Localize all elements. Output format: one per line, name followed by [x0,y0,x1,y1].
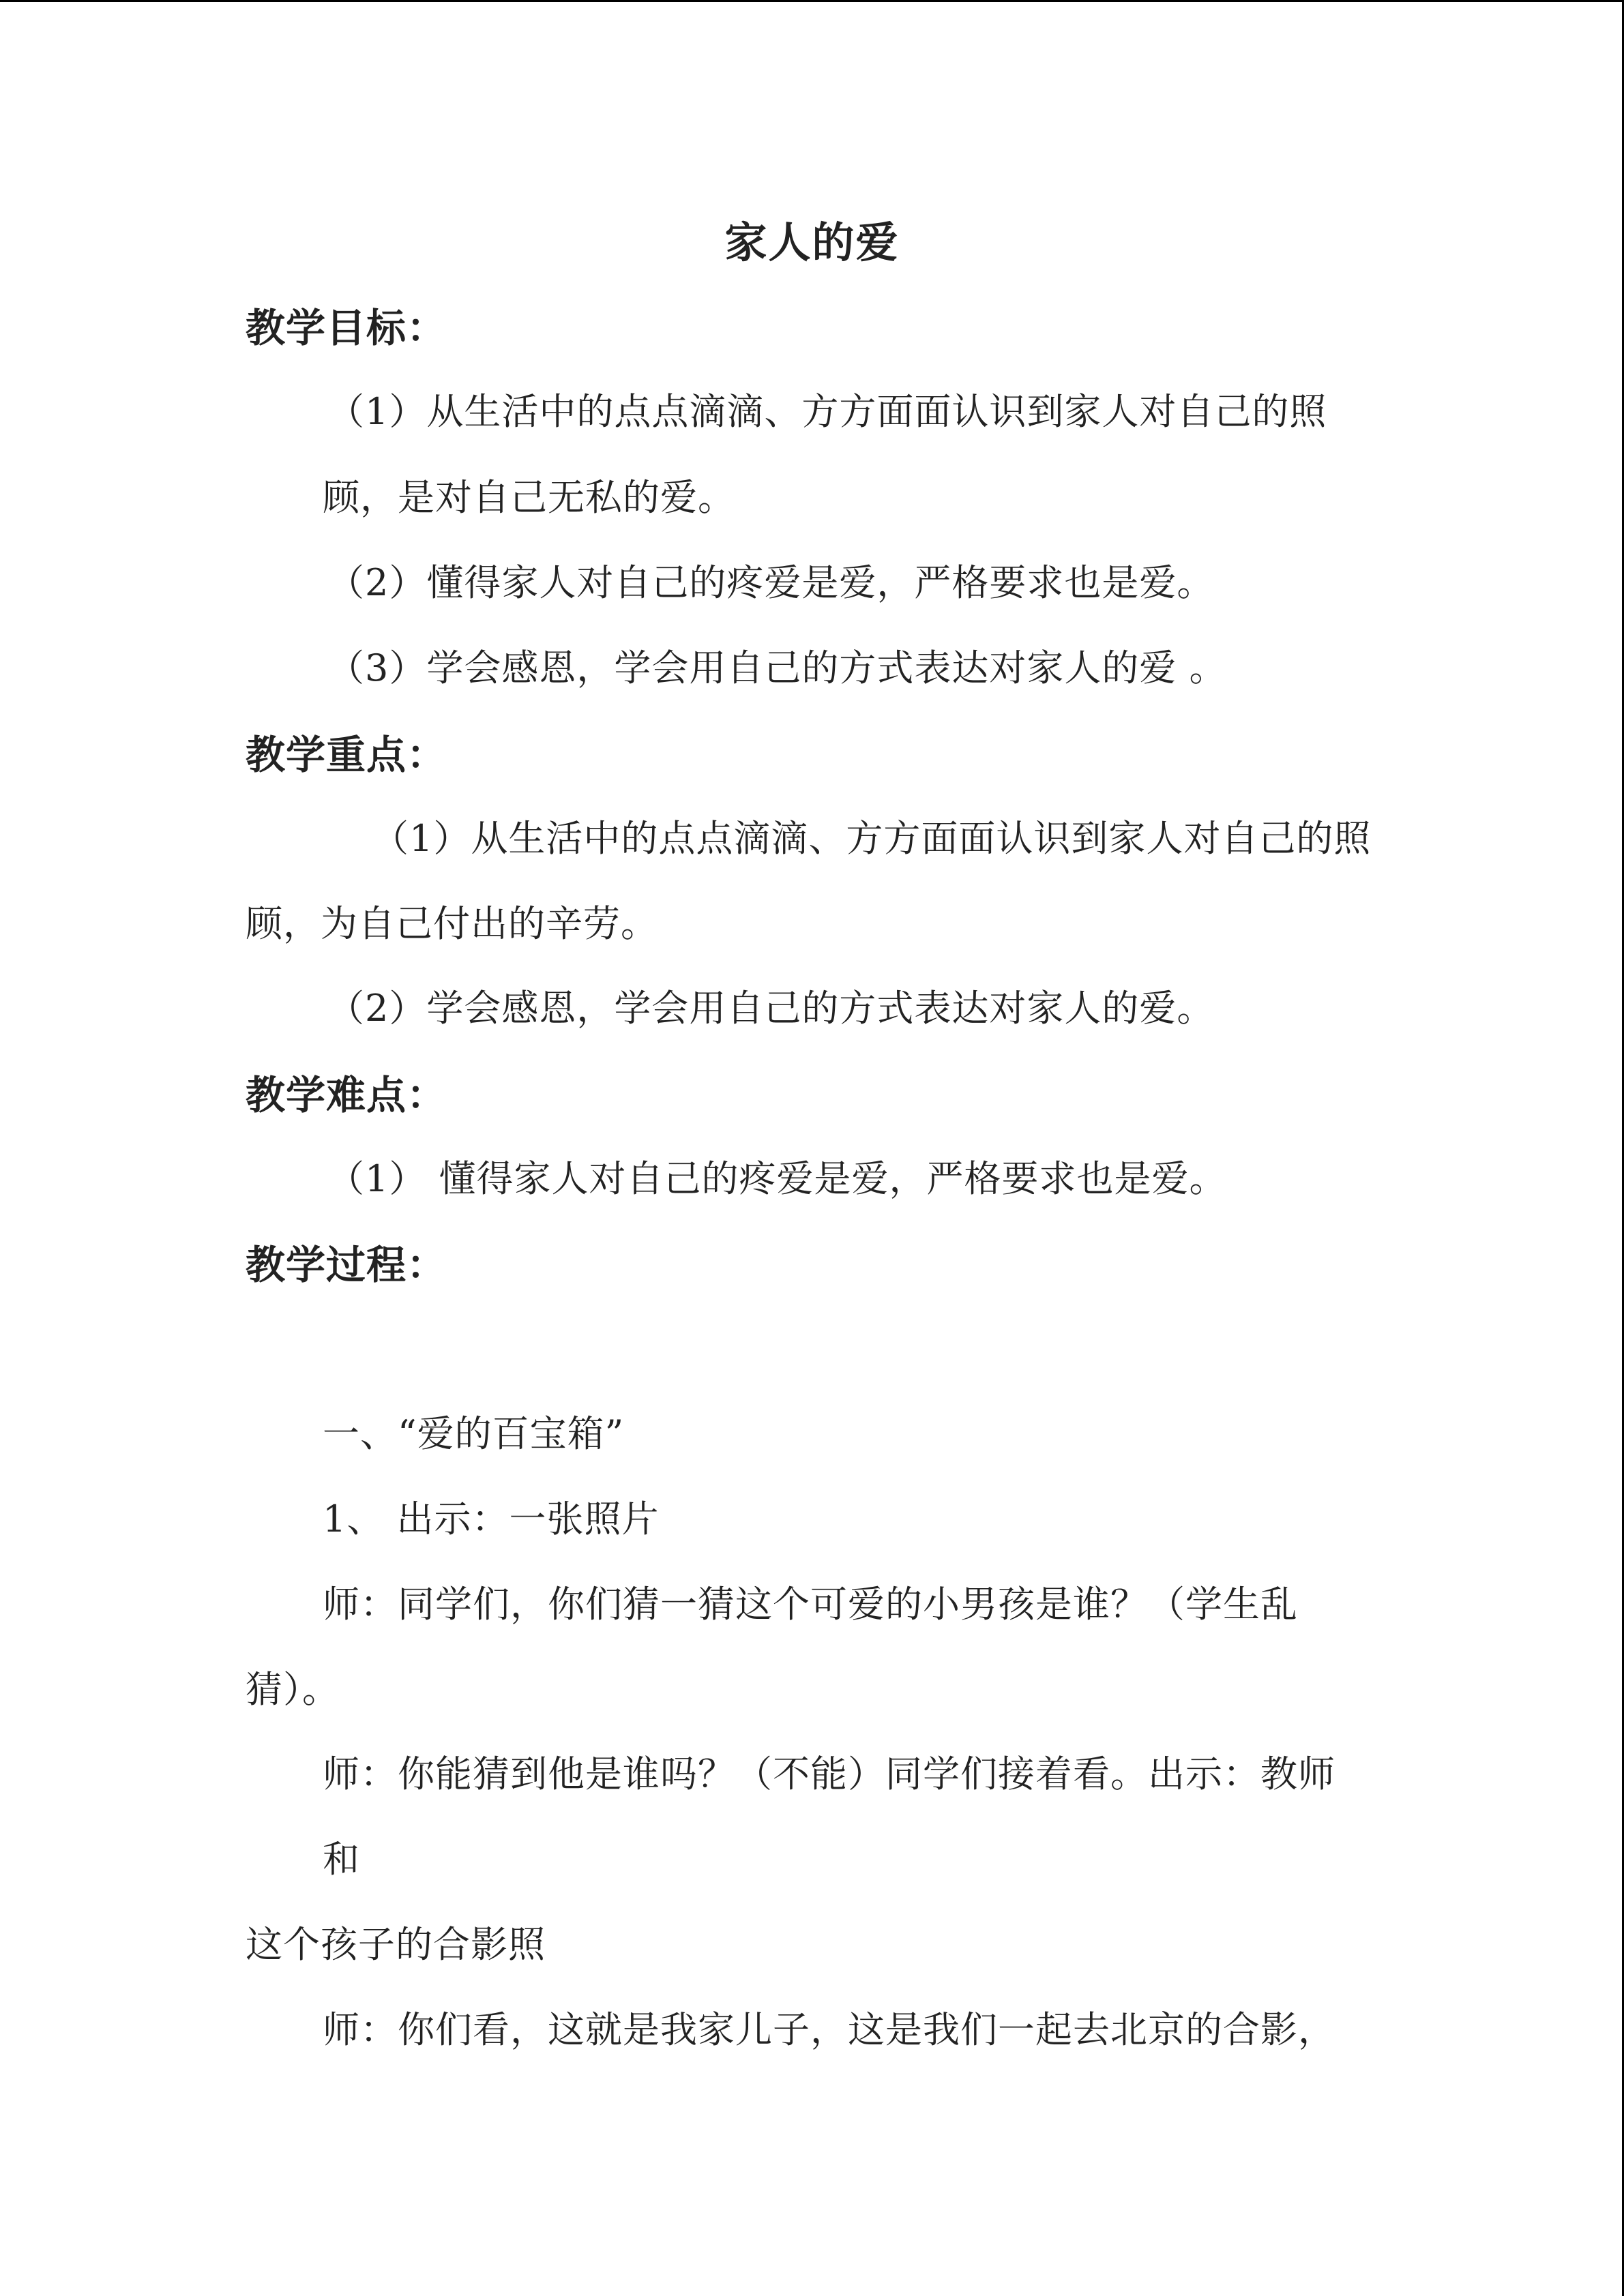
difficulties-heading: 教学难点： [246,1072,447,1118]
goals-heading: 教学目标： [246,305,447,351]
process-line: 这个孩子的合影照 [246,1923,546,1966]
process-line: 1、 出示：一张照片 [323,1497,660,1540]
goal-line: （2）懂得家人对自己的疼爱是爱，严格要求也是爱。 [327,561,1215,604]
key-point-line: 顾，为自己付出的辛劳。 [246,902,658,945]
process-line: 一、“爱的百宝箱” [323,1412,625,1455]
goal-line: （3）学会感恩，学会用自己的方式表达对家人的爱 。 [327,646,1227,689]
difficulty-line: （1） 懂得家人对自己的疼爱是爱，严格要求也是爱。 [327,1157,1227,1200]
process-line: 猜）。 [246,1668,340,1711]
key-points-heading: 教学重点： [246,732,447,778]
process-line: 师：同学们，你们猜一猜这个可爱的小男孩是谁？（学生乱 [323,1583,1298,1626]
process-line: 师：你们看，这就是我家儿子，这是我们一起去北京的合影， [323,2008,1335,2051]
goal-line: （1）从生活中的点点滴滴、方方面面认识到家人对自己的照 [327,390,1327,433]
process-line: 师：你能猜到他是谁吗？（不能）同学们接着看。出示：教师 [323,1753,1335,1795]
goal-line: 顾，是对自己无私的爱。 [323,476,735,519]
key-point-line: （2）学会感恩，学会用自己的方式表达对家人的爱。 [327,987,1215,1030]
process-heading: 教学过程： [246,1242,447,1288]
document-title: 家人的爱 [724,218,900,267]
process-line: 和 [323,1838,360,1881]
key-point-line: （1）从生活中的点点滴滴、方方面面认识到家人对自己的照 [372,817,1372,860]
